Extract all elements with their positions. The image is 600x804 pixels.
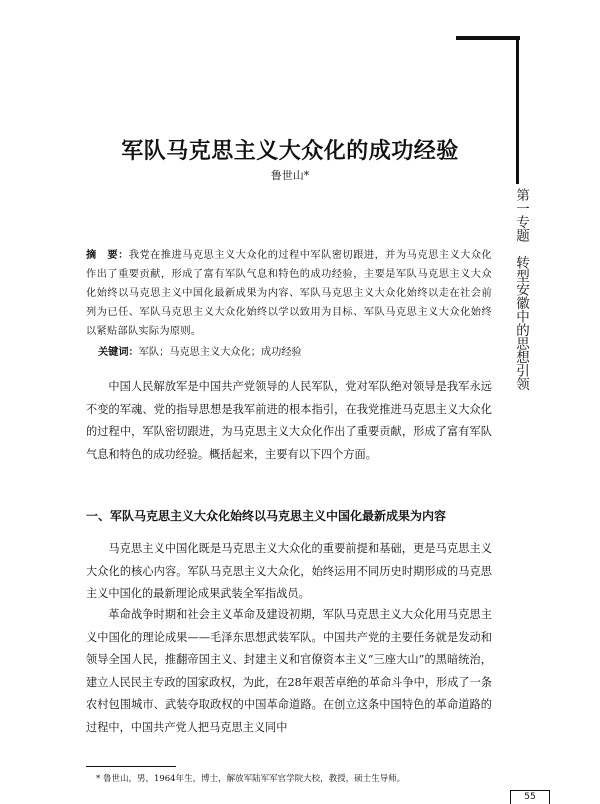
side-rule <box>516 36 519 184</box>
article-author: 鲁世山* <box>270 169 310 182</box>
abstract-label: 摘 要： <box>86 250 129 261</box>
author-footnote: * 鲁世山，男，1964年生，博士，解放军陆军军官学院大校，教授，硕士生导师。 <box>96 774 406 784</box>
header-rule <box>456 36 520 40</box>
abstract-text: 我党在推进马克思主义大众化的过程中军队密切跟进，并为马克思主义大众化作出了重要贡献，形成了富有军队气息和特色的成功经验，主要是军队马克思主义大众化始终以马克思主义中国化最新成果为内容、军队马克思主义大众化始终以走在社会前列为已任、军队马克思主义大众化始终以学以致用为目标、军队马克思主义大众化始终以紧贴部队实际为原则。 <box>86 250 492 337</box>
article-title: 军队马克思主义大众化的成功经验 <box>121 139 459 164</box>
keywords-text: 军队；马克思主义大众化；成功经验 <box>138 347 302 358</box>
section-side-label: 第一专题 转型安徽中的思想引领 <box>513 188 529 391</box>
keywords-label: 关键词： <box>98 347 139 358</box>
body-paragraph-2: 马克思主义中国化既是马克思主义大众化的重要前提和基础，更是马克思主义大众化的核心内容。军队马克思主义大众化，始终运用不同历史时期形成的马克思主义中国化的最新理论成果武装全军指战员。 <box>86 542 492 600</box>
body-paragraph-intro: 中国人民解放军是中国共产党领导的人民军队，党对军队绝对领导是我军永远不变的军魂、党的指导思想是我军前进的根本指引，在我党推进马克思主义大众化的过程中，军队密切跟进，为马克思主义大众化作出了重要贡献，形成了富有军队气息和特色的成功经验。概括起来，主要有以下四个方面。 <box>86 380 492 461</box>
body-paragraph-3: 革命战争时期和社会主义革命及建设初期，军队马克思主义大众化用马克思主义中国化的理论成果——毛泽东思想武装军队。中国共产党的主要任务就是发动和领导全国人民，推翻帝国主义、封建主义和官僚资本主义“三座大山”的黑暗统治，建立人民民主专政的国家政权，为此，在28年艰苦卓绝的革命斗争中，形成了一条农村包围城市、武装夺取政权的中国革命道路。在创立这条中国特色的革命道路的过程中，中国共产党人把马克思主义同中 <box>86 608 492 734</box>
page-number-box <box>510 790 550 804</box>
abstract <box>86 246 492 341</box>
footnote-rule <box>86 766 176 767</box>
page-number: 55 <box>524 792 536 802</box>
section-heading-1: 一、军队马克思主义大众化始终以马克思主义中国化最新成果为内容 <box>86 509 447 523</box>
keywords <box>98 343 492 362</box>
